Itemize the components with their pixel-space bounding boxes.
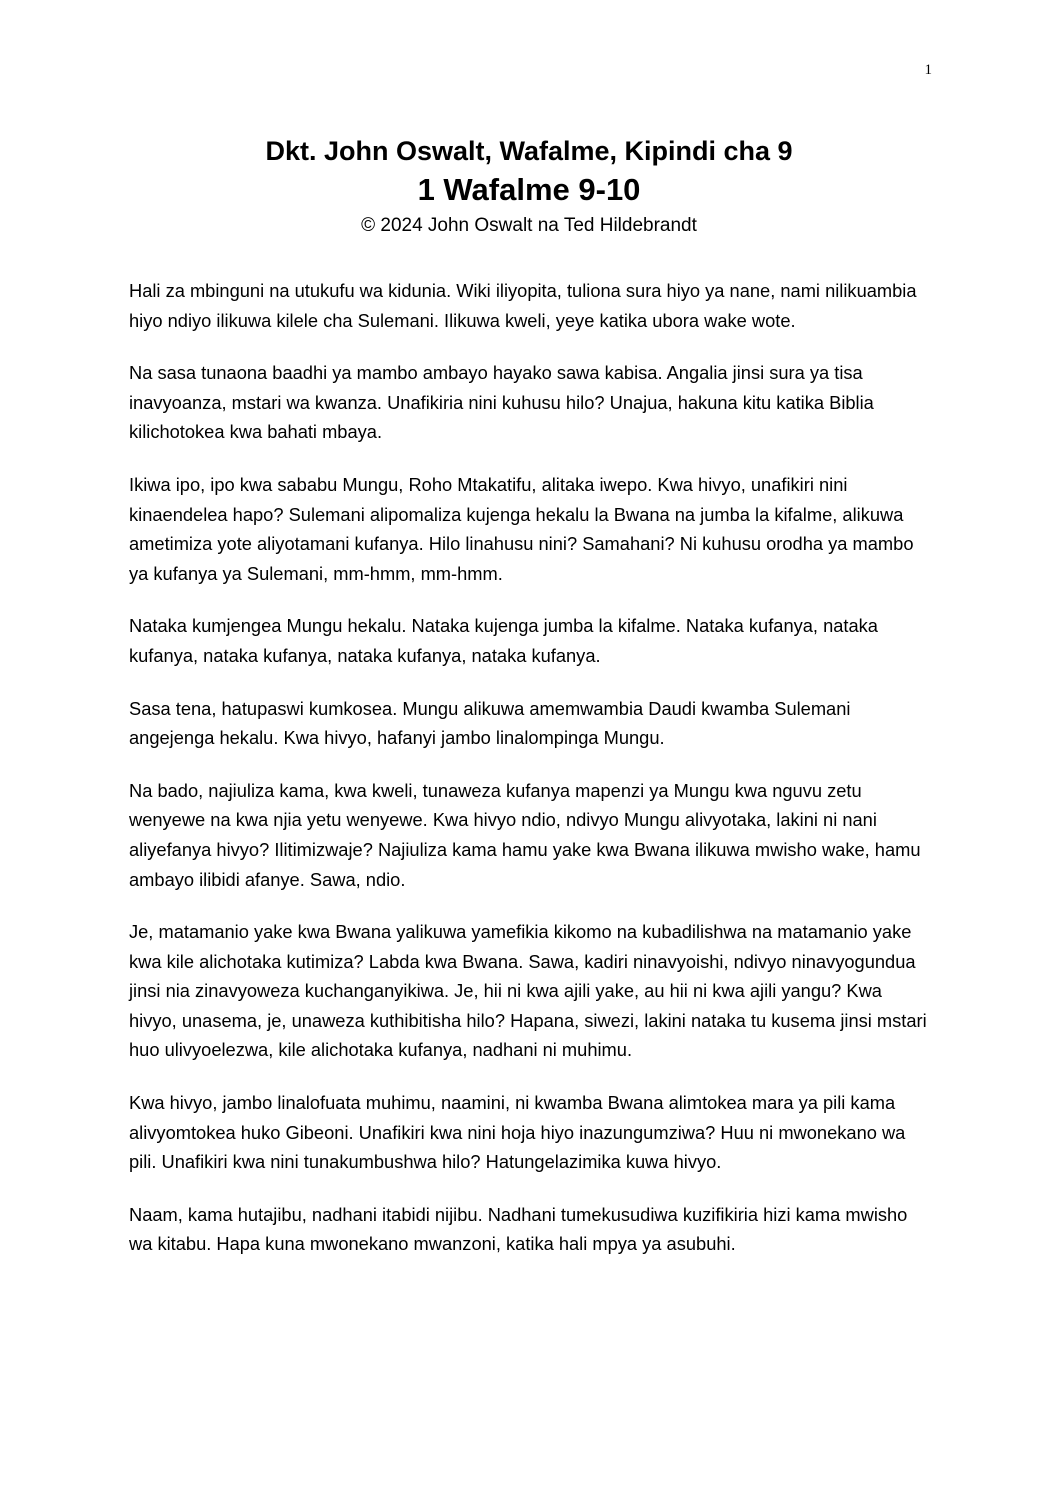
paragraph: Sasa tena, hatupaswi kumkosea. Mungu alikuwa amemwambia Daudi kwamba Sulemani angejenga hekalu. Kwa hivyo, hafanyi jambo linalompinga Mungu. <box>129 697 851 749</box>
document-body <box>129 276 934 1282</box>
document-subtitle: 1 Wafalme 9-10 <box>417 172 641 207</box>
paragraph: Hali za mbinguni na utukufu wa kidunia. Wiki iliyopita, tuliona sura hiyo ya nane, nami nilikuambia hiyo ndiyo ilikuwa kilele cha Sulemani. Ilikuwa kweli, yeye katika ubora wake wote. <box>129 280 917 331</box>
paragraph: Na sasa tunaona baadhi ya mambo ambayo hayako sawa kabisa. Angalia jinsi sura ya tisa inavyoanza, mstari wa kwanza. Unafikiria nini kuhusu hilo? Unajua, hakuna kitu katika Biblia kilichotokea kwa bahati mbaya. <box>129 362 874 443</box>
paragraph: Kwa hivyo, jambo linalofuata muhimu, naamini, ni kwamba Bwana alimtokea mara ya pili kama alivyomtokea huko Gibeoni. Unafikiri kwa nini hoja hiyo inazungumziwa? Huu ni mwonekano wa pili. Unafikiri kwa nini tunakumbushwa hilo? Hatungelazimika kuwa hivyo. <box>129 1092 906 1173</box>
document-title: Dkt. John Oswalt, Wafalme, Kipindi cha 9 <box>265 136 793 166</box>
paragraph: Je, matamanio yake kwa Bwana yalikuwa yamefikia kikomo na kubadilishwa na matamanio yake kwa kile alichotaka kutimiza? Labda kwa Bwana. Sawa, kadiri ninavyoishi, ndivyo ninavyogundua jinsi nia zinavyoweza kuchanganyikiwa. Je, hii ni kwa ajili yake, au hii ni kwa ajili yangu? Kwa hivyo, unasema, je, unaweza kuthibitisha hilo? Hapana, siwezi, lakini nataka tu kusema jinsi mstari huo ulivyoelezwa, kile alichotaka kufanya, nadhani ni muhimu. <box>129 921 927 1061</box>
paragraph: Nataka kumjengea Mungu hekalu. Nataka kujenga jumba la kifalme. Nataka kufanya, nataka kufanya, nataka kufanya, nataka kufanya, nataka kufanya. <box>129 615 878 666</box>
document-header <box>0 132 1058 240</box>
paragraph: Ikiwa ipo, ipo kwa sababu Mungu, Roho Mtakatifu, alitaka iwepo. Kwa hivyo, unafikiri nini kinaendelea hapo? Sulemani alipomaliza kujenga hekalu la Bwana na jumba la kifalme, alikuwa ametimiza yote aliyotamani kufanya. Hilo linahusu nini? Samahani? Ni kuhusu orodha ya mambo ya kufanya ya Sulemani, mm-hmm, mm-hmm. <box>129 473 914 584</box>
copyright-line: © 2024 John Oswalt na Ted Hildebrandt <box>361 215 697 236</box>
page-number: 1 <box>924 62 932 78</box>
paragraph: Naam, kama hutajibu, nadhani itabidi nijibu. Nadhani tumekusudiwa kuzifikiria hizi kama mwisho wa kitabu. Hapa kuna mwonekano mwanzoni, katika hali mpya ya asubuhi. <box>129 1203 908 1255</box>
paragraph: Na bado, najiuliza kama, kwa kweli, tunaweza kufanya mapenzi ya Mungu kwa nguvu zetu wenyewe na kwa njia yetu wenyewe. Kwa hivyo ndio, ndivyo Mungu alivyotaka, lakini ni nani aliyefanya hivyo? Ilitimizwaje? Najiuliza kama hamu yake kwa Bwana ilikuwa mwisho wake, hamu ambayo ilibidi afanye. Sawa, ndio. <box>129 779 921 890</box>
